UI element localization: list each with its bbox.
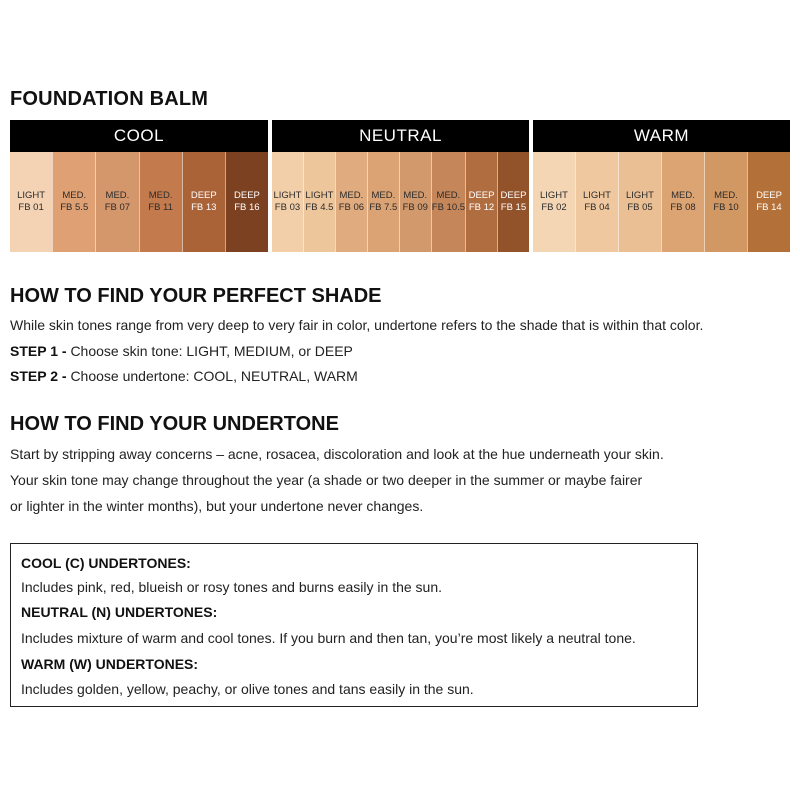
shade-depth: MED. xyxy=(714,190,738,201)
shade-swatch xyxy=(399,152,431,252)
shade-depth: MED. xyxy=(403,190,428,201)
shade-depth: LIGHT xyxy=(583,190,611,201)
shade-label xyxy=(369,190,397,214)
swatch-row-cool xyxy=(10,152,268,252)
shade-code: FB 4.5 xyxy=(305,202,334,213)
group-header-warm: WARM xyxy=(533,120,790,152)
step-2-label: STEP 2 - xyxy=(10,368,67,384)
shade-code: FB 16 xyxy=(234,202,260,213)
shade-depth: LIGHT xyxy=(305,190,334,201)
shade-swatch xyxy=(575,152,618,252)
shade-code: FB 03 xyxy=(274,202,301,213)
shade-swatch xyxy=(272,152,303,252)
shade-depth: MED. xyxy=(339,190,364,201)
page-title: FOUNDATION BALM xyxy=(10,88,209,110)
step-1-label: STEP 1 - xyxy=(10,343,67,359)
shade-code: FB 13 xyxy=(191,202,217,213)
shade-label xyxy=(403,190,428,214)
shade-group-cool xyxy=(10,120,268,252)
shade-depth: LIGHT xyxy=(626,190,654,201)
shade-label xyxy=(501,190,527,214)
swatch-row-neutral xyxy=(272,152,529,252)
shade-label xyxy=(583,190,611,214)
shade-swatch xyxy=(52,152,95,252)
shade-swatch xyxy=(533,152,575,252)
shade-depth: LIGHT xyxy=(273,190,302,201)
shade-label xyxy=(60,190,88,214)
shade-code: FB 04 xyxy=(584,202,610,213)
shade-label xyxy=(305,190,333,214)
shade-code: FB 11 xyxy=(148,202,173,213)
shade-swatch xyxy=(10,152,52,252)
shade-label xyxy=(469,190,495,214)
step-2-text: Choose undertone: COOL, NEUTRAL, WARM xyxy=(70,368,358,384)
shade-depth: MED. xyxy=(371,190,396,201)
shade-swatch xyxy=(661,152,704,252)
shade-label xyxy=(191,190,217,214)
shade-swatch xyxy=(95,152,138,252)
undertone-title: HOW TO FIND YOUR UNDERTONE xyxy=(10,413,339,435)
shade-code: FB 06 xyxy=(338,202,365,213)
shade-depth: DEEP xyxy=(500,190,527,201)
shade-swatch xyxy=(465,152,497,252)
shade-code: FB 02 xyxy=(541,202,567,213)
shade-label xyxy=(540,190,568,214)
undertone-line-1: Start by stripping away concerns – acne, rosacea, discoloration and look at the hue underneath your skin. xyxy=(10,446,664,462)
shade-swatch xyxy=(704,152,747,252)
perfect-shade-intro: While skin tones range from very deep to very fair in color, undertone refers to the shade that is within that color. xyxy=(10,317,704,333)
shade-depth: DEEP xyxy=(468,190,495,201)
shade-code: FB 15 xyxy=(500,202,527,213)
shade-label xyxy=(105,190,130,214)
shade-depth: MED. xyxy=(62,190,87,201)
shade-code: FB 08 xyxy=(670,202,696,213)
shade-swatch xyxy=(225,152,268,252)
step-2 xyxy=(10,367,358,385)
step-1-text: Choose skin tone: LIGHT, MEDIUM, or DEEP xyxy=(70,343,353,359)
group-header-neutral: NEUTRAL xyxy=(272,120,529,152)
shade-code: FB 7.5 xyxy=(369,202,398,213)
warm-undertone-text: Includes golden, yellow, peachy, or olive tones and tans easily in the sun. xyxy=(21,681,474,697)
undertone-info-box xyxy=(10,543,698,707)
shade-code: FB 01 xyxy=(18,202,44,213)
shade-swatch xyxy=(497,152,529,252)
step-1 xyxy=(10,342,353,360)
shade-label xyxy=(713,190,738,214)
shade-depth: MED. xyxy=(148,190,173,201)
shade-code: FB 10 xyxy=(713,202,739,213)
shade-depth: MED. xyxy=(671,190,695,201)
shade-swatch xyxy=(139,152,182,252)
shade-swatch xyxy=(335,152,367,252)
group-header-cool: COOL xyxy=(10,120,268,152)
shade-swatch xyxy=(431,152,465,252)
perfect-shade-title: HOW TO FIND YOUR PERFECT SHADE xyxy=(10,285,382,307)
shade-swatch xyxy=(303,152,335,252)
shade-swatch xyxy=(747,152,790,252)
cool-undertone-heading: COOL (C) UNDERTONES: xyxy=(21,555,191,571)
undertone-line-3: or lighter in the winter months), but your undertone never changes. xyxy=(10,498,424,514)
shade-label xyxy=(234,190,260,214)
warm-undertone-heading: WARM (W) UNDERTONES: xyxy=(21,656,199,672)
shade-label xyxy=(756,190,782,214)
shade-swatch xyxy=(182,152,225,252)
shade-depth: LIGHT xyxy=(17,190,46,201)
shade-code: FB 10.5 xyxy=(431,202,466,213)
shade-code: FB 12 xyxy=(468,202,495,213)
shade-depth: LIGHT xyxy=(540,190,568,201)
neutral-undertone-text: Includes mixture of warm and cool tones. If you burn and then tan, you’re most likely a neutral tone. xyxy=(21,630,636,646)
shade-label xyxy=(273,190,301,214)
shade-code: FB 09 xyxy=(402,202,428,213)
shade-depth: DEEP xyxy=(234,190,260,201)
shade-swatch xyxy=(618,152,661,252)
shade-depth: MED. xyxy=(436,190,461,201)
shade-label xyxy=(670,190,695,214)
shade-code: FB 14 xyxy=(756,202,782,213)
shade-depth: DEEP xyxy=(190,190,217,201)
shade-swatch xyxy=(367,152,399,252)
shade-label xyxy=(148,190,173,214)
shade-label xyxy=(17,190,45,214)
shade-code: FB 5.5 xyxy=(60,202,89,213)
shade-label xyxy=(432,190,465,214)
neutral-undertone-heading: NEUTRAL (N) UNDERTONES: xyxy=(21,604,218,620)
shade-code: FB 05 xyxy=(627,202,653,213)
shade-code: FB 07 xyxy=(104,202,131,213)
shade-label xyxy=(339,190,364,214)
shade-depth: DEEP xyxy=(756,190,782,201)
cool-undertone-text: Includes pink, red, blueish or rosy tones and burns easily in the sun. xyxy=(21,579,443,595)
shade-label xyxy=(626,190,654,214)
swatch-row-warm xyxy=(533,152,790,252)
shade-group-neutral xyxy=(272,120,529,252)
shade-depth: MED. xyxy=(105,190,130,201)
undertone-line-2: Your skin tone may change throughout the year (a shade or two deeper in the summer or maybe fairer xyxy=(10,472,643,488)
shade-group-warm xyxy=(533,120,790,252)
